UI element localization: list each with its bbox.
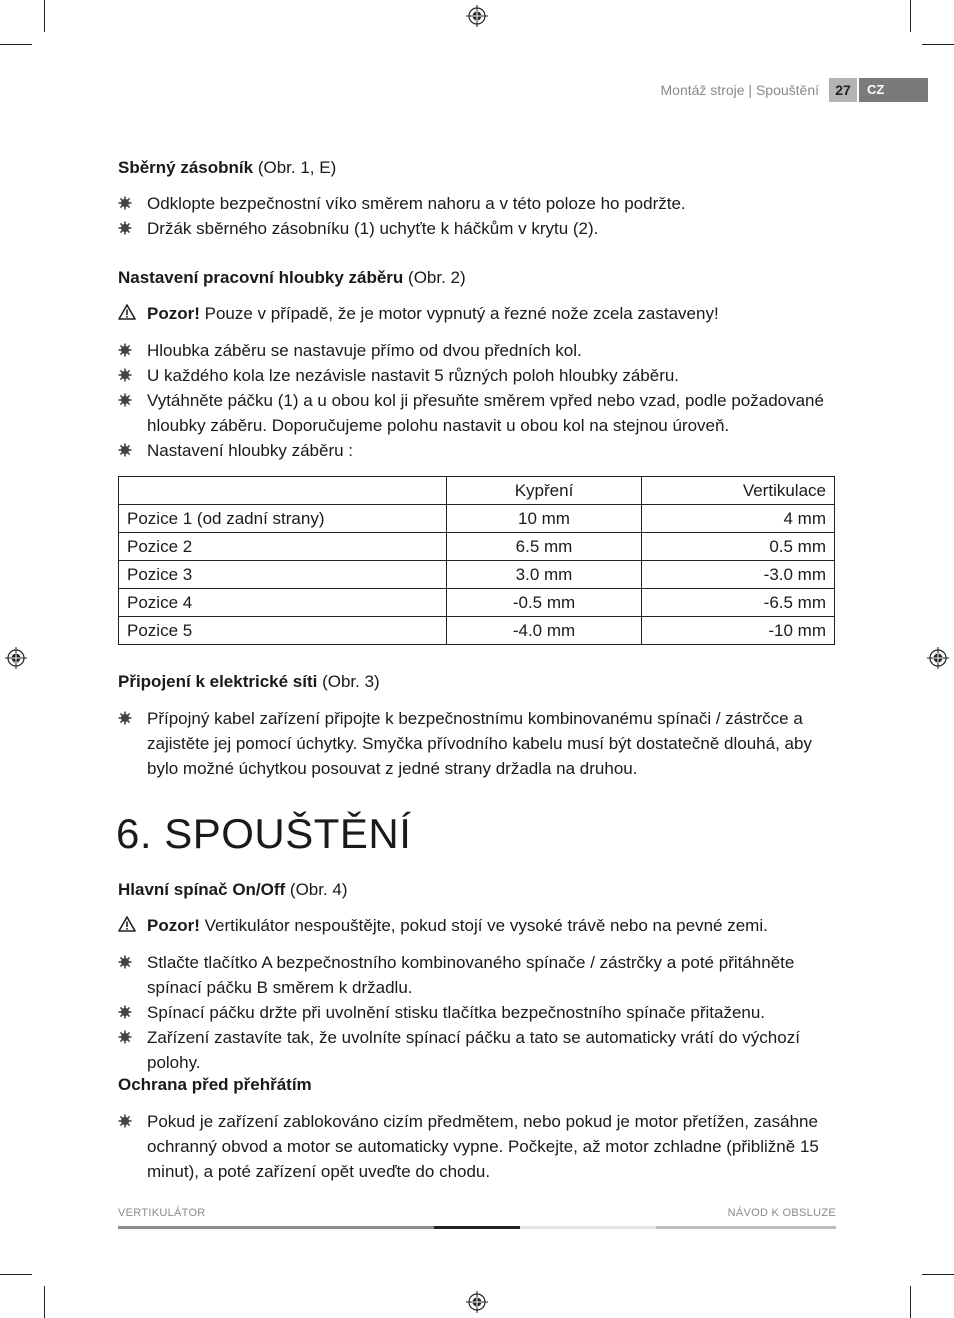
table-cell: -4.0 mm: [447, 617, 642, 645]
table-header-cell: Kypření: [447, 477, 642, 505]
table-cell: Pozice 5: [119, 617, 447, 645]
table-cell: Pozice 2: [119, 533, 447, 561]
crop-mark: [44, 1286, 45, 1318]
footer-bar: [434, 1226, 520, 1229]
bullet-icon: [118, 393, 132, 407]
list-item-text: Odklopte bezpečnostní víko směrem nahoru a v této poloze ho podržte.: [147, 194, 686, 213]
warning-note: [118, 301, 836, 326]
bullet-icon: [118, 443, 132, 457]
crop-mark: [44, 0, 45, 32]
section-title: Připojení k elektrické síti: [118, 672, 318, 691]
warning-icon: [118, 304, 136, 320]
section-electrical-connection: [118, 669, 836, 781]
section-working-depth: [118, 265, 836, 463]
warning-note: [118, 913, 836, 938]
registration-mark-icon: [466, 1291, 488, 1313]
table-cell: 4 mm: [642, 505, 835, 533]
language-tab: CZ: [859, 78, 928, 102]
page-number: 27: [829, 78, 857, 102]
crop-mark: [910, 0, 911, 32]
list-item: [118, 216, 836, 241]
section-main-switch: [118, 877, 836, 1075]
crop-mark: [922, 44, 954, 45]
crop-mark: [0, 44, 32, 45]
list-item-text: Spínací páčku držte při uvolnění stisku tlačítka bezpečnostního spínače přitaženu.: [147, 1003, 766, 1022]
header-breadcrumb: Montáž stroje | Spouštění: [660, 82, 819, 98]
section-overheat-protection: [118, 1072, 836, 1184]
list-item-text: Stlačte tlačítko A bezpečnostního kombinovaného spínače / zástrčky a poté přitáhněte spínací páčku B směrem k držadlu.: [147, 953, 795, 997]
warning-text: Vertikulátor nespouštějte, pokud stojí ve vysoké trávě nebo na pevné zemi.: [199, 916, 768, 935]
list-item-text: Přípojný kabel zařízení připojte k bezpečnostnímu kombinovanému spínači / zástrčce a zajistěte jej pomocí úchytky. Smyčka přívodního kabelu musí být dostatečně dlouhá, aby bylo možné úchytkou posouvat z jedné strany držadla na druhou.: [147, 709, 812, 778]
bullet-icon: [118, 711, 132, 725]
table-row: [119, 617, 835, 645]
table-row: [119, 533, 835, 561]
list-item: [118, 338, 836, 363]
table-cell: 3.0 mm: [447, 561, 642, 589]
section-title: Hlavní spínač On/Off: [118, 880, 286, 899]
depth-settings-table: [118, 476, 835, 645]
list-item: [118, 191, 836, 216]
list-item: [118, 1025, 836, 1075]
registration-mark-icon: [466, 5, 488, 27]
table-cell: Pozice 3: [119, 561, 447, 589]
footer-bar: [656, 1226, 836, 1229]
table-cell: 6.5 mm: [447, 533, 642, 561]
table-cell: Pozice 4: [119, 589, 447, 617]
bullet-icon: [118, 1005, 132, 1019]
list-item: [118, 1109, 836, 1184]
chapter-title: 6. SPOUŠTĚNÍ: [116, 810, 412, 857]
footer-bar: [118, 1226, 434, 1229]
table-header-cell: Vertikulace: [642, 477, 835, 505]
section-title: Nastavení pracovní hloubky záběru: [118, 268, 404, 287]
bullet-icon: [118, 1030, 132, 1044]
bullet-icon: [118, 343, 132, 357]
list-item-text: Pokud je zařízení zablokováno cizím předmětem, nebo pokud je motor přetížen, zasáhne ochranný obvod a motor se automaticky vypne. Počkejte, až motor zchladne (přibližně 15 minut), a poté zařízení opět uveďte do chodu.: [147, 1112, 819, 1181]
figure-ref: (Obr. 1, E): [253, 158, 337, 177]
crop-mark: [910, 1286, 911, 1318]
list-item: [118, 706, 836, 781]
figure-ref: (Obr. 4): [285, 880, 348, 899]
list-item: [118, 438, 836, 463]
section-heading: [118, 669, 836, 694]
list-item-text: Držák sběrného zásobníku (1) uchyťte k háčkům v krytu (2).: [147, 219, 599, 238]
table-cell: -6.5 mm: [642, 589, 835, 617]
section-collection-box: [118, 155, 836, 241]
bullet-icon: [118, 221, 132, 235]
footer-bar: [520, 1226, 656, 1229]
list-item: [118, 950, 836, 1000]
bullet-icon: [118, 1114, 132, 1128]
registration-mark-icon: [5, 647, 27, 669]
table-cell: -10 mm: [642, 617, 835, 645]
table-row: [119, 505, 835, 533]
list-item-text: U každého kola lze nezávisle nastavit 5 různých poloh hloubky záběru.: [147, 366, 680, 385]
table-row: [119, 561, 835, 589]
list-item-text: Zařízení zastavíte tak, že uvolníte spínací páčku a tato se automaticky vrátí do výchozí polohy.: [147, 1028, 800, 1072]
warning-label: Pozor!: [147, 916, 200, 935]
bullet-icon: [118, 196, 132, 210]
list-item: [118, 1000, 836, 1025]
section-heading: [118, 877, 836, 902]
crop-mark: [922, 1274, 954, 1275]
list-item-text: Vytáhněte páčku (1) a u obou kol ji přesuňte směrem vpřed nebo vzad, podle požadované hloubky záběru. Doporučujeme polohu nastavit u obou kol na stejnou úroveň.: [147, 391, 824, 435]
table-cell: -3.0 mm: [642, 561, 835, 589]
footer-product: VERTIKULÁTOR: [118, 1207, 206, 1219]
table-cell: Pozice 1 (od zadní strany): [119, 505, 447, 533]
table-cell: 0.5 mm: [642, 533, 835, 561]
bullet-icon: [118, 955, 132, 969]
section-heading: [118, 1072, 836, 1097]
list-item-text: Hloubka záběru se nastavuje přímo od dvou předních kol.: [147, 341, 582, 360]
table-cell: 10 mm: [447, 505, 642, 533]
warning-icon: [118, 916, 136, 932]
section-title: Sběrný zásobník: [118, 158, 254, 177]
list-item-text: Nastavení hloubky záběru :: [147, 441, 354, 460]
crop-mark: [0, 1274, 32, 1275]
section-heading: [118, 265, 836, 290]
figure-ref: (Obr. 3): [317, 672, 380, 691]
table-row: [119, 589, 835, 617]
section-heading: [118, 155, 836, 180]
list-item: [118, 363, 836, 388]
table-header-cell: [119, 477, 447, 505]
section-title: Ochrana před přehřátím: [118, 1075, 312, 1094]
registration-mark-icon: [927, 647, 949, 669]
footer-manual: NÁVOD K OBSLUZE: [727, 1207, 836, 1219]
table-header-row: [119, 477, 835, 505]
figure-ref: (Obr. 2): [403, 268, 466, 287]
bullet-icon: [118, 368, 132, 382]
list-item: [118, 388, 836, 438]
warning-label: Pozor!: [147, 304, 200, 323]
warning-text: Pouze v případě, že je motor vypnutý a řezné nože zcela zastaveny!: [199, 304, 719, 323]
table-cell: -0.5 mm: [447, 589, 642, 617]
